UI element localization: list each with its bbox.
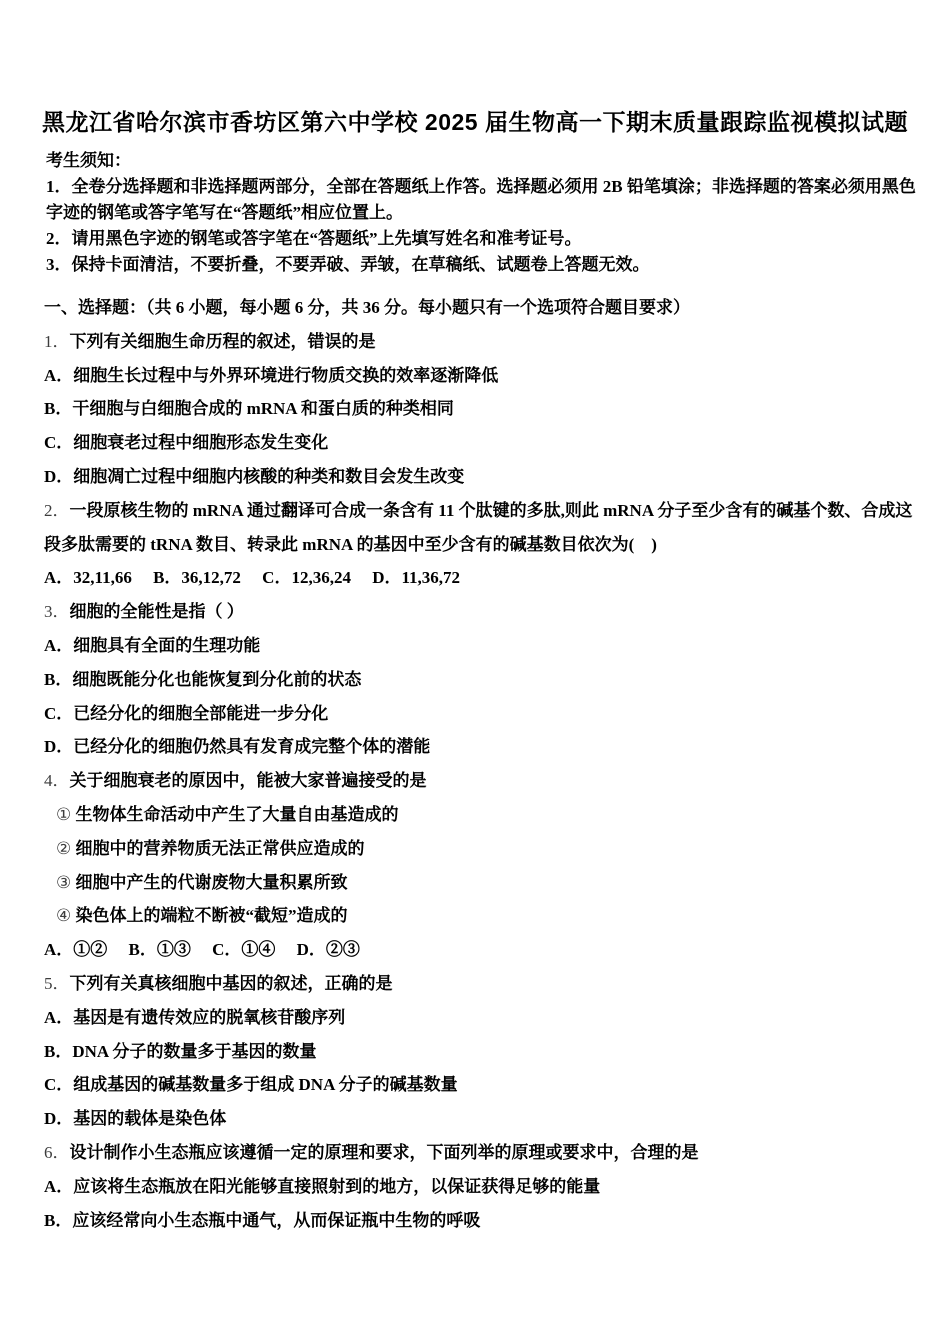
option-line xyxy=(44,629,930,663)
option-line xyxy=(44,1102,930,1136)
line-text: B．应该经常向小生态瓶中通气，从而保证瓶中生物的呼吸 xyxy=(44,1210,481,1230)
line-text: 细胞中的营养物质无法正常供应造成的 xyxy=(71,838,365,858)
question-line xyxy=(44,764,930,798)
option-line xyxy=(44,1204,930,1238)
sub-item-number: ② xyxy=(56,838,72,858)
line-text: C．已经分化的细胞全部能进一步分化 xyxy=(44,703,329,723)
question-line xyxy=(44,1136,930,1170)
line-text: 设计制作小生态瓶应该遵循一定的原理和要求，下面列举的原理或要求中，合理的是 xyxy=(69,1142,699,1162)
question-number: 4． xyxy=(44,771,70,791)
question-line xyxy=(44,325,930,359)
line-text: 段多肽需要的 tRNA 数目、转录此 mRNA 的基因中至少含有的碱基数目依次为( ) xyxy=(44,534,657,554)
option-line xyxy=(44,460,930,494)
notice-lines xyxy=(46,174,920,278)
questions-section xyxy=(44,291,930,1237)
question-line xyxy=(44,967,930,1001)
continuation-line xyxy=(44,528,930,562)
question-number: 5． xyxy=(44,973,70,993)
line-text: D．基因的载体是染色体 xyxy=(44,1109,227,1129)
line-text: D．细胞凋亡过程中细胞内核酸的种类和数目会发生改变 xyxy=(44,466,465,486)
line-text: A．细胞具有全面的生理功能 xyxy=(44,635,261,655)
line-text: C．组成基因的碱基数量多于组成 DNA 分子的碱基数量 xyxy=(44,1075,458,1095)
line-text: B．干细胞与白细胞合成的 mRNA 和蛋白质的种类相同 xyxy=(44,399,454,419)
option-line xyxy=(44,1170,930,1204)
question-number: 2． xyxy=(44,500,70,520)
line-text: C．细胞衰老过程中细胞形态发生变化 xyxy=(44,433,329,453)
option-line xyxy=(44,1068,930,1102)
line-text: 下列有关真核细胞中基因的叙述，正确的是 xyxy=(69,973,393,993)
line-text: A．应该将生态瓶放在阳光能够直接照射到的地方，以保证获得足够的能量 xyxy=(44,1176,601,1196)
option-line xyxy=(44,730,930,764)
question-number: 1． xyxy=(44,331,70,351)
sub-item-line xyxy=(44,899,930,933)
question-number: 3． xyxy=(44,602,70,622)
notice-line: 3．保持卡面清洁，不要折叠，不要弄破、弄皱，在草稿纸、试题卷上答题无效。 xyxy=(46,255,650,274)
notice-line: 1．全卷分选择题和非选择题两部分，全部在答题纸上作答。选择题必须用 2B 铅笔填涂；非选择题的答案必须用黑色 xyxy=(46,177,916,196)
option-line xyxy=(44,426,930,460)
section-header: 一、选择题：（共 6 小题，每小题 6 分，共 36 分。每小题只有一个选项符合题目要求） xyxy=(44,298,690,317)
line-text: 关于细胞衰老的原因中，能被大家普遍接受的是 xyxy=(69,771,427,791)
option-line xyxy=(44,359,930,393)
option-line xyxy=(44,561,930,595)
line-text: 下列有关细胞生命历程的叙述，错误的是 xyxy=(69,331,376,351)
notice-line: 字迹的钢笔或答字笔写在“答题纸”相应位置上。 xyxy=(46,203,403,222)
line-text: 细胞中产生的代谢废物大量积累所致 xyxy=(71,872,348,892)
question-line xyxy=(44,494,930,528)
notice-heading: 考生须知： xyxy=(46,151,131,170)
question-number: 6． xyxy=(44,1142,70,1162)
notice-line: 2．请用黑色字迹的钢笔或答字笔在“答题纸”上先填写姓名和准考证号。 xyxy=(46,229,582,248)
line-text: A．基因是有遗传效应的脱氧核苷酸序列 xyxy=(44,1007,346,1027)
line-text: 生物体生命活动中产生了大量自由基造成的 xyxy=(71,804,399,824)
line-text: 细胞的全能性是指（ ） xyxy=(69,602,244,622)
line-text: A．细胞生长过程中与外界环境进行物质交换的效率逐渐降低 xyxy=(44,365,499,385)
sub-item-number: ① xyxy=(56,804,72,824)
question-lines xyxy=(44,325,930,1238)
question-line xyxy=(44,595,930,629)
option-line xyxy=(44,663,930,697)
sub-item-number: ④ xyxy=(56,906,72,926)
line-text: A．32,11,66 B．36,12,72 C．12,36,24 D．11,36,72 xyxy=(44,568,461,588)
option-line xyxy=(44,1001,930,1035)
sub-item-line xyxy=(44,798,930,832)
exam-title: 黑龙江省哈尔滨市香坊区第六中学校 2025 届生物高一下期末质量跟踪监视模拟试题 xyxy=(42,109,908,135)
option-line xyxy=(44,697,930,731)
sub-item-number: ③ xyxy=(56,872,72,892)
option-line xyxy=(44,1035,930,1069)
line-text: 染色体上的端粒不断被“截短”造成的 xyxy=(71,906,348,926)
sub-item-line xyxy=(44,866,930,900)
option-line xyxy=(44,933,930,967)
notice-section xyxy=(46,148,920,278)
line-text: D．已经分化的细胞仍然具有发育成完整个体的潜能 xyxy=(44,737,431,757)
line-text: B．细胞既能分化也能恢复到分化前的状态 xyxy=(44,669,362,689)
line-text: B．DNA 分子的数量多于基因的数量 xyxy=(44,1041,317,1061)
line-text: A．①② B．①③ C．①④ D．②③ xyxy=(44,940,360,960)
option-line xyxy=(44,392,930,426)
line-text: 一段原核生物的 mRNA 通过翻译可合成一条含有 11 个肽键的多肽,则此 mRNA 分子至少含有的碱基个数、合成这 xyxy=(69,500,913,520)
sub-item-line xyxy=(44,832,930,866)
